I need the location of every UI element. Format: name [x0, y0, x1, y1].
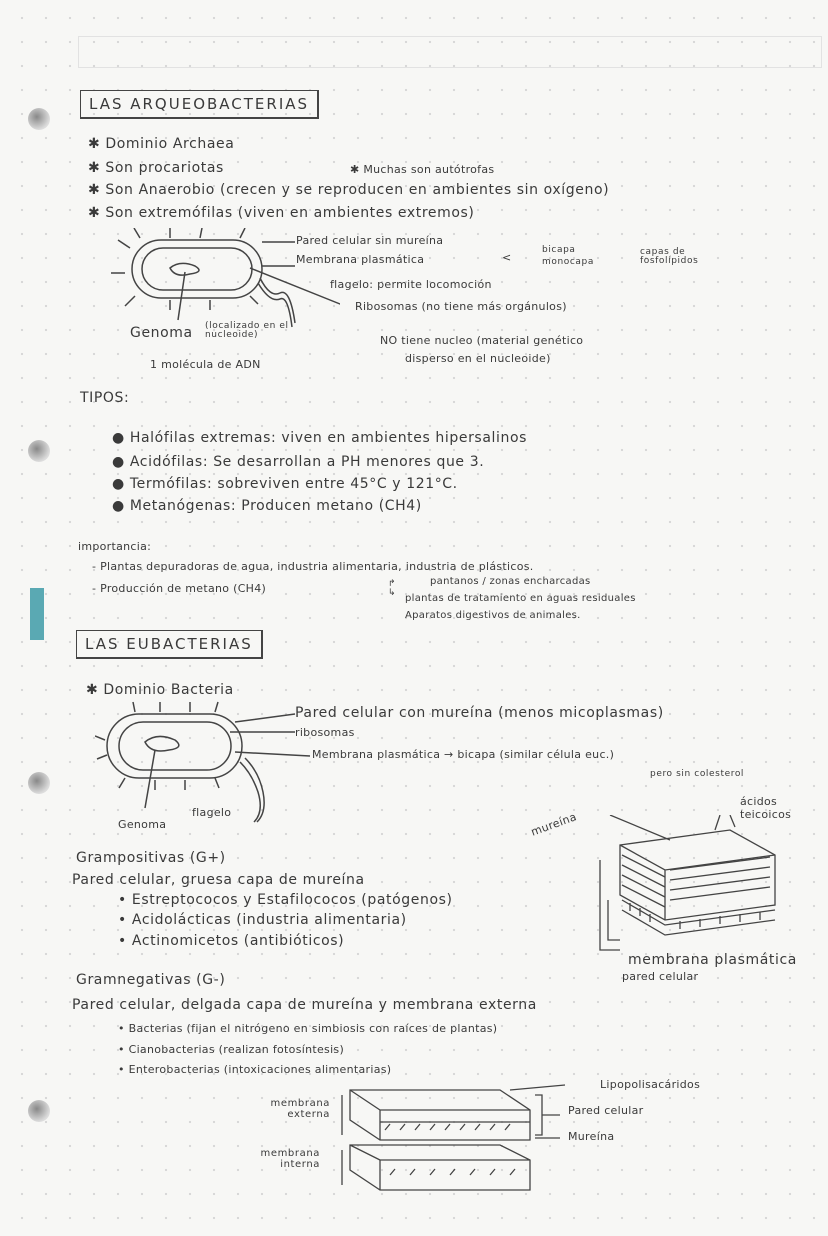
bullet-2: ✱ Son procariotas [88, 160, 224, 176]
label-ribosomes: ribosomas [295, 726, 355, 739]
label-wall: Pared celular [568, 1104, 644, 1117]
label-murein: Mureína [568, 1130, 615, 1143]
label-no-cholesterol: pero sin colesterol [650, 769, 745, 779]
label-membrane: Membrana plasmática [296, 253, 425, 266]
importance-item: - Plantas depuradoras de agua, industria alimentaria, industria de plásticos. [92, 560, 534, 573]
gram-neg-item: • Cianobacterias (realizan fotosíntesis) [118, 1043, 345, 1056]
label-lps: Lipopolisacáridos [600, 1078, 701, 1091]
gram-neg-text: Cianobacterias (realizan fotosíntesis) [128, 1043, 345, 1056]
bullet-text: Son Anaerobio (crecen y se reproducen en ambientes sin oxígeno) [105, 182, 610, 198]
label-membrane: Membrana plasmática → bicapa (similar célula euc.) [312, 748, 615, 761]
domain-text: Dominio Bacteria [103, 682, 234, 698]
label-bilayer: bicapa [542, 245, 576, 255]
type-text: Metanógenas: Producen metano (CH4) [129, 498, 422, 514]
label-flagellum: flagelo [192, 806, 232, 819]
label-dna: 1 molécula de ADN [150, 358, 261, 371]
bullet-4: ✱ Son extremófilas (viven en ambientes extremos) [88, 205, 475, 221]
label-no-nucleus-1: NO tiene nucleo (material genético [380, 334, 584, 347]
label-genome: Genoma [118, 818, 167, 831]
type-item: ● Termófilas: sobreviven entre 45°C y 121°C. [112, 476, 458, 492]
label-wall: pared celular [622, 970, 699, 983]
gram-pos-wall-diagram [590, 815, 790, 955]
label-membrane: membrana plasmática [628, 952, 797, 968]
gram-pos-item: • Actinomicetos (antibióticos) [118, 933, 345, 949]
label-inner-membrane: membrana interna [260, 1148, 320, 1170]
gram-pos-desc: Pared celular, gruesa capa de mureína [72, 872, 365, 888]
label-flagellum: flagelo: permite locomoción [330, 278, 492, 291]
binder-hole [28, 1100, 50, 1122]
section-title-eubacteria: LAS EUBACTERIAS [76, 630, 263, 659]
notebook-tab [30, 588, 44, 640]
label-layers: capas de fosfolípidos [640, 247, 699, 266]
label-wall: Pared celular con mureína (menos micoplasmas) [295, 705, 664, 721]
gram-pos-text: Estreptococos y Estafilococos (patógenos) [131, 892, 453, 908]
gram-pos-heading: Grampositivas (G+) [76, 850, 226, 866]
gram-neg-wall-diagram [330, 1080, 570, 1205]
label-ribosomes: Ribosomas (no tiene más orgánulos) [355, 300, 567, 313]
type-item: ● Metanógenas: Producen metano (CH4) [112, 498, 422, 514]
types-heading: TIPOS: [80, 390, 130, 406]
bullet-1: ✱ Dominio Archaea [88, 136, 235, 152]
gram-pos-item: • Acidolácticas (industria alimentaria) [118, 912, 407, 928]
label-monolayer: monocapa [542, 257, 594, 267]
label-genome-note: (localizado en el nucleoide) [205, 321, 289, 340]
type-text: Halófilas extremas: viven en ambientes hipersalinos [129, 430, 528, 446]
gram-neg-heading: Gramnegativas (G-) [76, 972, 226, 988]
label-no-nucleus-2: disperso en el nucleoide) [405, 352, 551, 365]
label-teichoic: ácidos teicoicos [740, 795, 792, 821]
label-outer-membrane: membrana externa [270, 1098, 330, 1120]
side-note: ✱ Muchas son autótrofas [350, 163, 495, 176]
type-text: Acidófilas: Se desarrollan a PH menores que 3. [129, 454, 485, 470]
bullet-text: Son extremófilas (viven en ambientes extremos) [105, 205, 475, 221]
type-item: ● Halófilas extremas: viven en ambientes hipersalinos [112, 430, 528, 446]
binder-hole [28, 108, 50, 130]
binder-hole [28, 440, 50, 462]
domain-bullet: ✱ Dominio Bacteria [86, 682, 234, 698]
bullet-text: Dominio Archaea [105, 136, 235, 152]
type-text: Termófilas: sobreviven entre 45°C y 121°C. [129, 476, 458, 492]
gram-neg-item: • Bacterias (fijan el nitrógeno en simbiosis con raíces de plantas) [118, 1022, 498, 1035]
importance-text: Plantas depuradoras de agua, industria alimentaria, industria de plásticos. [100, 560, 534, 573]
gram-pos-text: Actinomicetos (antibióticos) [131, 933, 345, 949]
label-genome: Genoma [130, 325, 193, 341]
type-item: ● Acidófilas: Se desarrollan a PH menores que 3. [112, 454, 485, 470]
methane-source: Aparatos digestivos de animales. [405, 610, 581, 621]
section-title-archaea: LAS ARQUEOBACTERIAS [80, 90, 319, 119]
gram-neg-text: Bacterias (fijan el nitrógeno en simbiosis con raíces de plantas) [128, 1022, 498, 1035]
side-note-text: Muchas son autótrofas [363, 163, 495, 176]
bullet-text: Son procariotas [105, 160, 224, 176]
label-wall: Pared celular sin mureína [296, 234, 444, 247]
branch-arrow-icon: ↱ ↳ [388, 579, 397, 598]
header-box [78, 36, 822, 68]
gram-pos-item: • Estreptococos y Estafilococos (patógenos) [118, 892, 453, 908]
importance-text: Producción de metano (CH4) [100, 582, 267, 595]
gram-neg-desc: Pared celular, delgada capa de mureína y membrana externa [72, 997, 537, 1013]
label-murein: mureína [529, 810, 579, 839]
importance-heading: importancia: [78, 540, 152, 553]
binder-hole [28, 772, 50, 794]
less-than-icon: < [502, 251, 512, 264]
gram-neg-item: • Enterobacterias (intoxicaciones alimentarias) [118, 1063, 392, 1076]
methane-source: pantanos / zonas encharcadas [430, 576, 591, 587]
importance-item: - Producción de metano (CH4) [92, 582, 267, 595]
bullet-3: ✱ Son Anaerobio (crecen y se reproducen en ambientes sin oxígeno) [88, 182, 610, 198]
gram-pos-text: Acidolácticas (industria alimentaria) [131, 912, 407, 928]
gram-neg-text: Enterobacterias (intoxicaciones alimentarias) [128, 1063, 392, 1076]
archaea-cell-diagram [110, 228, 340, 368]
methane-source: plantas de tratamiento en aguas residuales [405, 593, 636, 604]
